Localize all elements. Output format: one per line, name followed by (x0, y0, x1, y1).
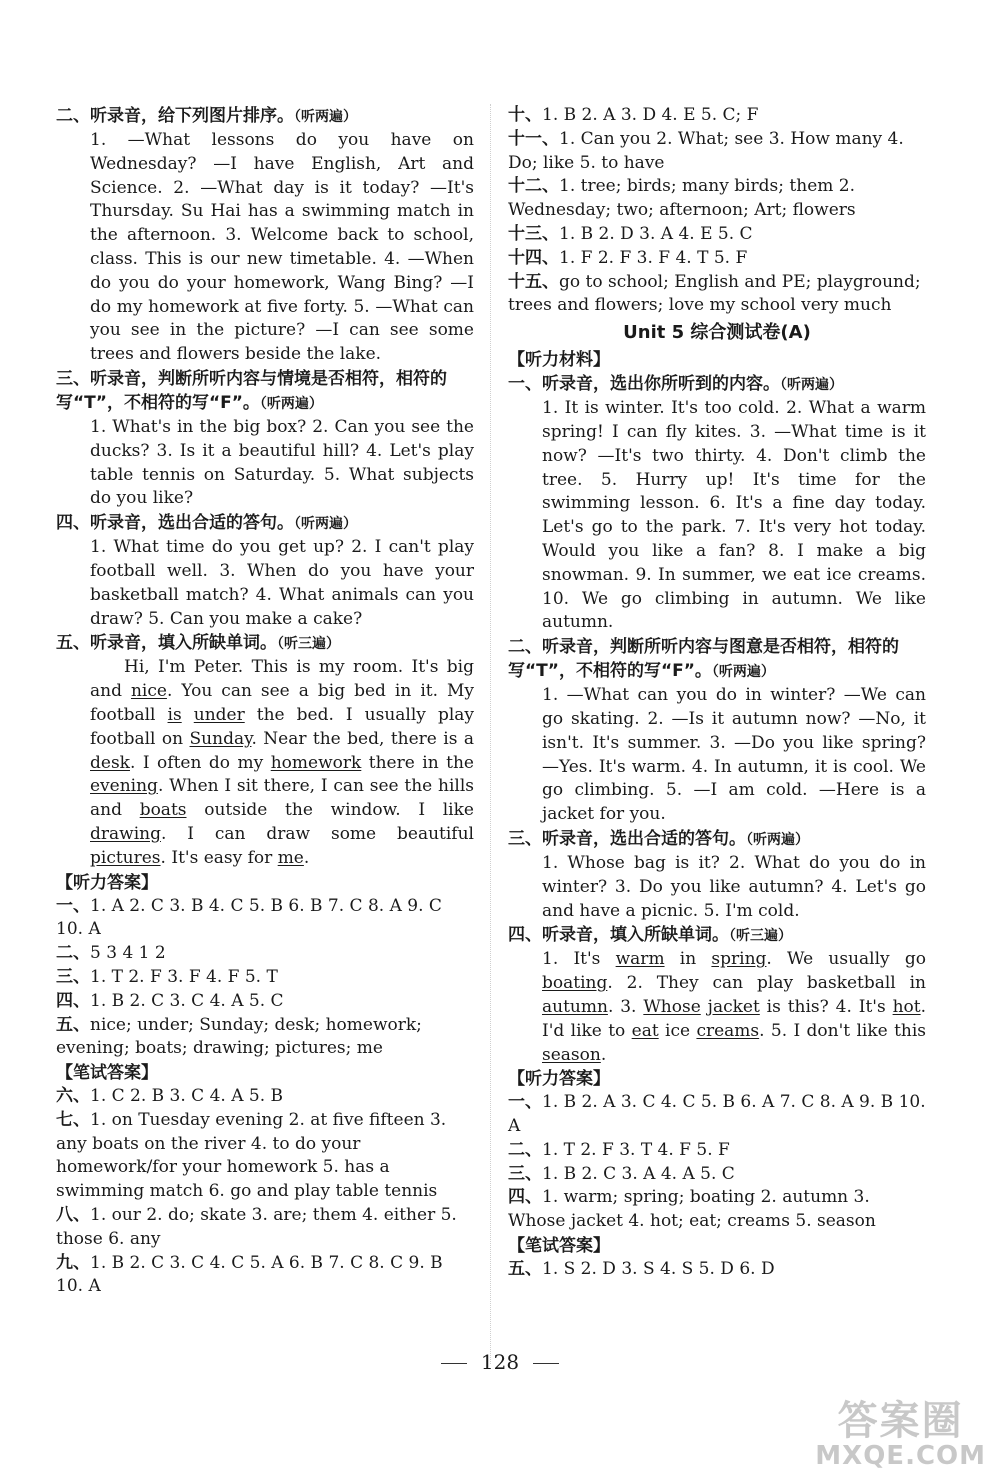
listening-answers-label: 【听力答案】 (508, 1069, 610, 1090)
header-text: 五、听录音，填入所缺单词。 (56, 633, 277, 654)
watermark-domain: MXQE.COM (815, 1441, 986, 1471)
answer-row: 五、1. S 2. D 3. S 4. S 5. D 6. D (508, 1259, 775, 1280)
listening-script: 1. What time do you get up? 2. I can't play football well. 3. When do you have your basketball match? 4. What animals can you draw? 5. Can you make a cake? (90, 537, 474, 629)
filled-word: boating (542, 973, 608, 994)
repeat-note: （听三遍） (729, 928, 792, 945)
answer-row: 十、1. B 2. A 3. D 4. E 5. C; F (508, 105, 759, 125)
dash-left (441, 1363, 467, 1364)
filled-word: eat (631, 1020, 659, 1041)
listening-script: 1. —What can you do in winter? —We can go skating. 2. —Is it autumn now? —No, it isn't. It's summer. 3. —Do you like spring? —Yes. It's warm. 4. In autumn, it is cool. We go climbing. 5. —I am cold. —Here is a jacket for you. (542, 685, 926, 825)
section-header (56, 511, 474, 536)
filled-word: season (542, 1044, 601, 1065)
answer-row: 四、1. warm; spring; boating 2. autumn 3. Whose jacket 4. hot; eat; creams 5. season (508, 1187, 876, 1232)
filled-word: hot (892, 996, 921, 1017)
section-body (56, 416, 474, 511)
answer-row: 十四、1. F 2. F 3. F 4. T 5. F (508, 247, 748, 268)
filled-word: under (193, 704, 245, 725)
filled-word: jacket (707, 996, 760, 1017)
filled-word: nice (130, 681, 167, 702)
answer-row: 九、1. B 2. C 3. C 4. C 5. A 6. B 7. C 8. C 9. B 10. A (56, 1252, 443, 1297)
filled-word: pictures (90, 847, 161, 868)
filled-word: evening (90, 776, 158, 797)
filled-word: warm (615, 949, 665, 970)
section-4 (56, 511, 474, 631)
filled-word: autumn (542, 996, 608, 1017)
answer-row: 三、1. B 2. C 3. A 4. A 5. C (508, 1163, 735, 1184)
section-body (56, 129, 474, 367)
repeat-note: （听两遍） (711, 664, 775, 681)
answer-row: 四、1. B 2. C 3. C 4. A 5. C (56, 990, 284, 1011)
repeat-note: （听三遍） (277, 636, 340, 653)
answer-row: 六、1. C 2. B 3. C 4. A 5. B (56, 1086, 284, 1107)
listening-script: 1. Whose bag is it? 2. What do you do in winter? 3. Do you like autumn? 4. Let's go and have a picnic. 5. I'm cold. (542, 852, 926, 921)
header-text: 二、听录音，给下列图片排序。 (56, 106, 294, 126)
section-body (508, 397, 926, 635)
answer-row: 二、1. T 2. F 3. T 4. F 5. F (508, 1139, 730, 1160)
filled-word: boats (139, 800, 187, 821)
listening-answers-label: 【听力答案】 (56, 872, 158, 893)
section-3 (56, 367, 474, 511)
filled-word: Sunday (189, 728, 252, 749)
repeat-note: （听两遍） (746, 831, 809, 848)
unit-section-1 (508, 372, 926, 635)
answer-row: 八、1. our 2. do; skate 3. are; them 4. either 5. those 6. any (56, 1205, 457, 1249)
section-body (508, 948, 926, 1067)
header-text: 四、听录音，选出合适的答句。 (56, 513, 294, 534)
answer-row: 二、5 3 4 1 2 (56, 943, 166, 964)
listening-material-label: 【听力材料】 (508, 350, 610, 371)
answer-row: 五、nice; under; Sunday; desk; homework; evening; boats; drawing; pictures; me (56, 1014, 422, 1059)
right-column (508, 104, 926, 1282)
cloze-passage: Hi, I'm Peter. This is my room. It's big and nice. You can see a big bed in it. My football is under the bed. I usually play football on Sunday. Near the bed, there is a desk. I often do my homework there in the evening. When I sit there, I can see the hills and boats outside the window. I like drawing. I can draw some beautiful pictures. It's easy for me. (90, 657, 475, 868)
section-body (56, 656, 474, 870)
filled-word: desk (90, 752, 130, 773)
repeat-note: （听两遍） (780, 377, 843, 394)
section-header (56, 367, 474, 416)
answer-row: 十三、1. B 2. D 3. A 4. E 5. C (508, 223, 753, 244)
listening-script: 1. What's in the big box? 2. Can you see the ducks? 3. Is it a beautiful hill? 4. Let's play table tennis on Saturday. 5. What subjects do you like? (90, 416, 474, 509)
cloze-sentences: 1. It's warm in spring. We usually go boating. 2. They can play basketball in autumn. 3. Whose jacket is this? 4. It's hot. I'd like to eat ice creams. 5. I don't like this season. (542, 949, 927, 1065)
page-number: 128 (0, 1350, 1000, 1374)
answer-row: 十一、1. Can you 2. What; see 3. How many 4. Do; like 5. to have (508, 128, 904, 173)
written-answers-label: 【笔试答案】 (508, 1236, 610, 1257)
section-header (56, 104, 474, 129)
filled-word: me (277, 847, 304, 868)
dash-right (533, 1363, 559, 1364)
answer-row: 七、1. on Tuesday evening 2. at five fifteen 3. any boats on the river 4. to do your homework/for your homework 5. has a swimming match 6. go and play table tennis (56, 1109, 447, 1202)
section-header: 四、听录音，填入所缺单词。（听三遍） (508, 925, 792, 946)
unit-section-2 (508, 635, 926, 827)
section-header: 二、听录音，判断所听内容与图意是否相符，相符的写“T”，不相符的写“F”。（听两遍） (508, 637, 899, 682)
filled-word: creams (696, 1020, 760, 1041)
section-body (508, 852, 926, 923)
section-header (56, 631, 474, 656)
answer-row: 三、1. T 2. F 3. F 4. F 5. T (56, 966, 278, 987)
unit-section-4 (508, 923, 926, 1067)
written-answers-label: 【笔试答案】 (56, 1063, 158, 1084)
listening-script: 1. It is winter. It's too cold. 2. What a warm spring! I can fly kites. 3. —What time is it now? —It's two thirty. 4. Don't climb the tree. 5. Hurry up! It's time for the swimming lesson. 6. It's a fine day today. Let's go to the park. 7. It's very hot today. Would you like a fan? 8. I make a big snowman. 9. In summer, we eat ice creams. 10. We go climbing in autumn. We like autumn. (542, 398, 926, 633)
unit-section-3 (508, 827, 926, 923)
filled-word: drawing (90, 823, 161, 844)
section-5 (56, 631, 474, 870)
filled-word: homework (270, 752, 362, 773)
section-header: 三、听录音，选出合适的答句。（听两遍） (508, 828, 809, 849)
watermark-logo (815, 1400, 986, 1470)
section-body (56, 536, 474, 631)
watermark-title: 答案圈 (837, 1398, 964, 1444)
filled-word: is (167, 704, 182, 725)
repeat-note: （听两遍） (259, 395, 323, 412)
section-2 (56, 104, 474, 367)
repeat-note: （听两遍） (294, 109, 357, 125)
section-header: 一、听录音，选出你所听到的内容。（听两遍） (508, 374, 843, 395)
header-text: 三、听录音，判断所听内容与情境是否相符，相符的写“T”，不相符的写“F”。 (56, 368, 447, 413)
column-divider (490, 104, 491, 1364)
answer-row: 一、1. A 2. C 3. B 4. C 5. B 6. B 7. C 8. A 9. C 10. A (56, 895, 442, 940)
filled-word: Whose (643, 996, 701, 1017)
filled-word: spring (711, 949, 767, 970)
section-body (508, 684, 926, 827)
answer-row: 十五、go to school; English and PE; playground; trees and flowers; love my school very much (508, 271, 921, 316)
repeat-note: （听两遍） (294, 516, 357, 533)
left-column (56, 104, 474, 1299)
listening-script: 1. —What lessons do you have on Wednesday? —I have English, Art and Science. 2. —What day is it today? —It's Thursday. Su Hai has a swimming match in the afternoon. 3. Welcome back to school, class. This is our new timetable. 4. —When do you do your homework, Wang Bing? —I do my homework at five forty. 5. —What can you see in the picture? —I can see some trees and flowers beside the lake. (90, 130, 474, 365)
unit-title: Unit 5 综合测试卷(A) (623, 322, 811, 344)
answer-row: 一、1. B 2. A 3. C 4. C 5. B 6. A 7. C 8. A 9. B 10. A (508, 1092, 926, 1137)
answer-row: 十二、1. tree; birds; many birds; them 2. Wednesday; two; afternoon; Art; flowers (508, 176, 856, 221)
